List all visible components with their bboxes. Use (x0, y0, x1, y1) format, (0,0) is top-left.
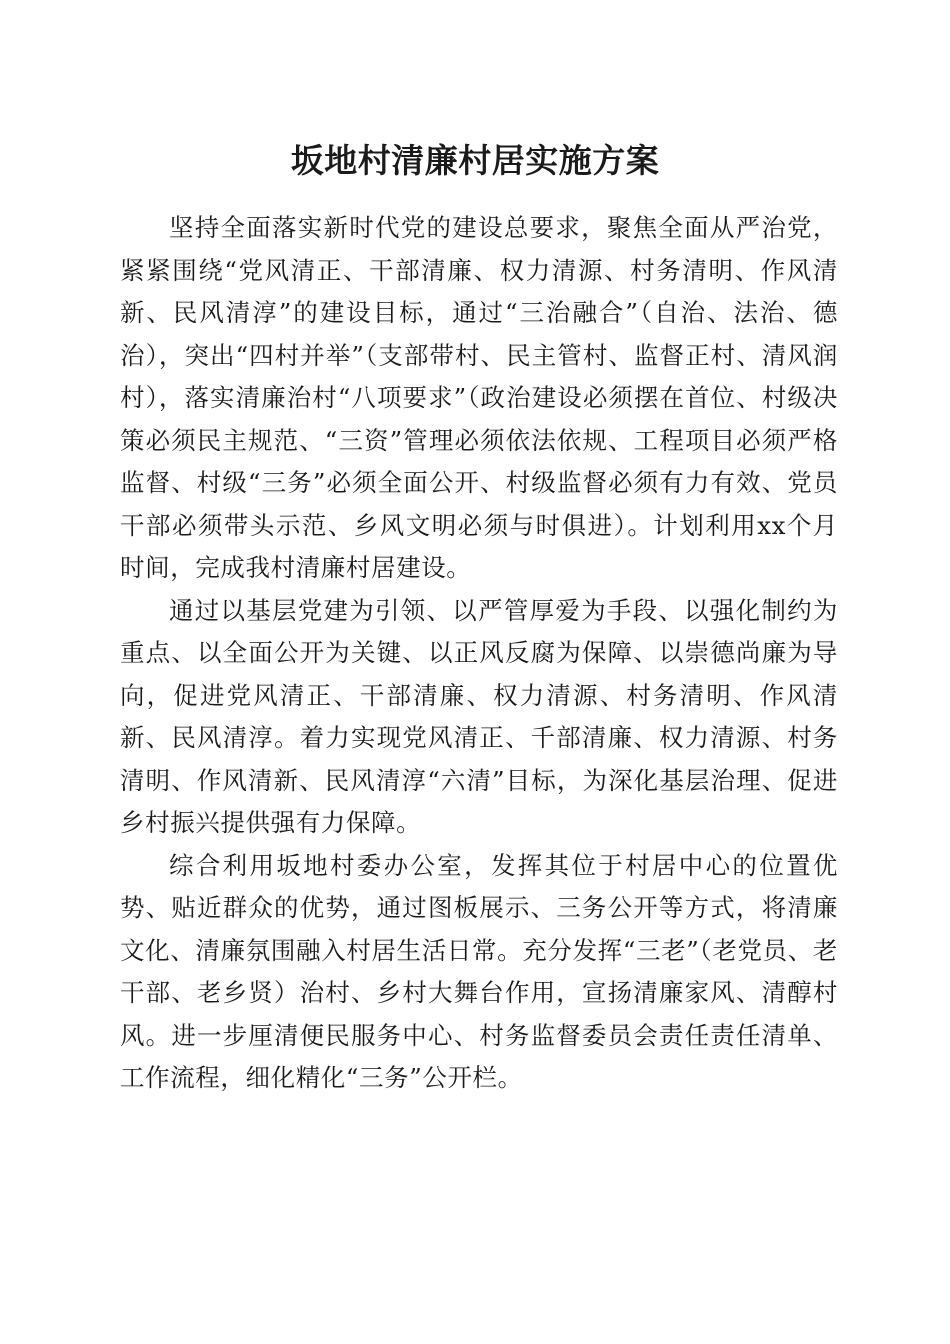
document-body (120, 207, 838, 1100)
paragraph-1: 坚持全面落实新时代党的建设总要求，聚焦全面从严治党，紧紧围绕“党风清正、干部清廉、权力清源、村务清明、作风清新、民风清淳”的建设目标，通过“三治融合”（自治、法治、德治），突出“四村并举”（支部带村、民主管村、监督正村、清风润村），落实清廉治村“八项要求”（政治建设必须摆在首位、村级决策必须民主规范、“三资”管理必须依法依规、工程项目必须严格监督、村级“三务”必须全面公开、村级监督必须有力有效、党员干部必须带头示范、乡风文明必须与时俱进）。计划利用xx个月时间，完成我村清廉村居建设。 (120, 213, 838, 582)
document-title: 坂地村清廉村居实施方案 (290, 141, 660, 180)
paragraph-3: 综合利用坂地村委办公室，发挥其位于村居中心的位置优势、贴近群众的优势，通过图板展示、三务公开等方式，将清廉文化、清廉氛围融入村居生活日常。充分发挥“三老”（老党员、老干部、老乡贤）治村、乡村大舞台作用，宣扬清廉家风、清醇村风。进一步厘清便民服务中心、村务监督委员会责任责任清单、工作流程，细化精化“三务”公开栏。 (120, 850, 838, 1092)
paragraph-2: 通过以基层党建为引领、以严管厚爱为手段、以强化制约为重点、以全面公开为关键、以正风反腐为保障、以崇德尚廉为导向，促进党风清正、干部清廉、权力清源、村务清明、作风清新、民风清淳。着力实现党风清正、千部清廉、权力清源、村务清明、作风清新、民风清淳“六清”目标，为深化基层治理、促进乡村振兴提供强有力保障。 (120, 595, 838, 837)
